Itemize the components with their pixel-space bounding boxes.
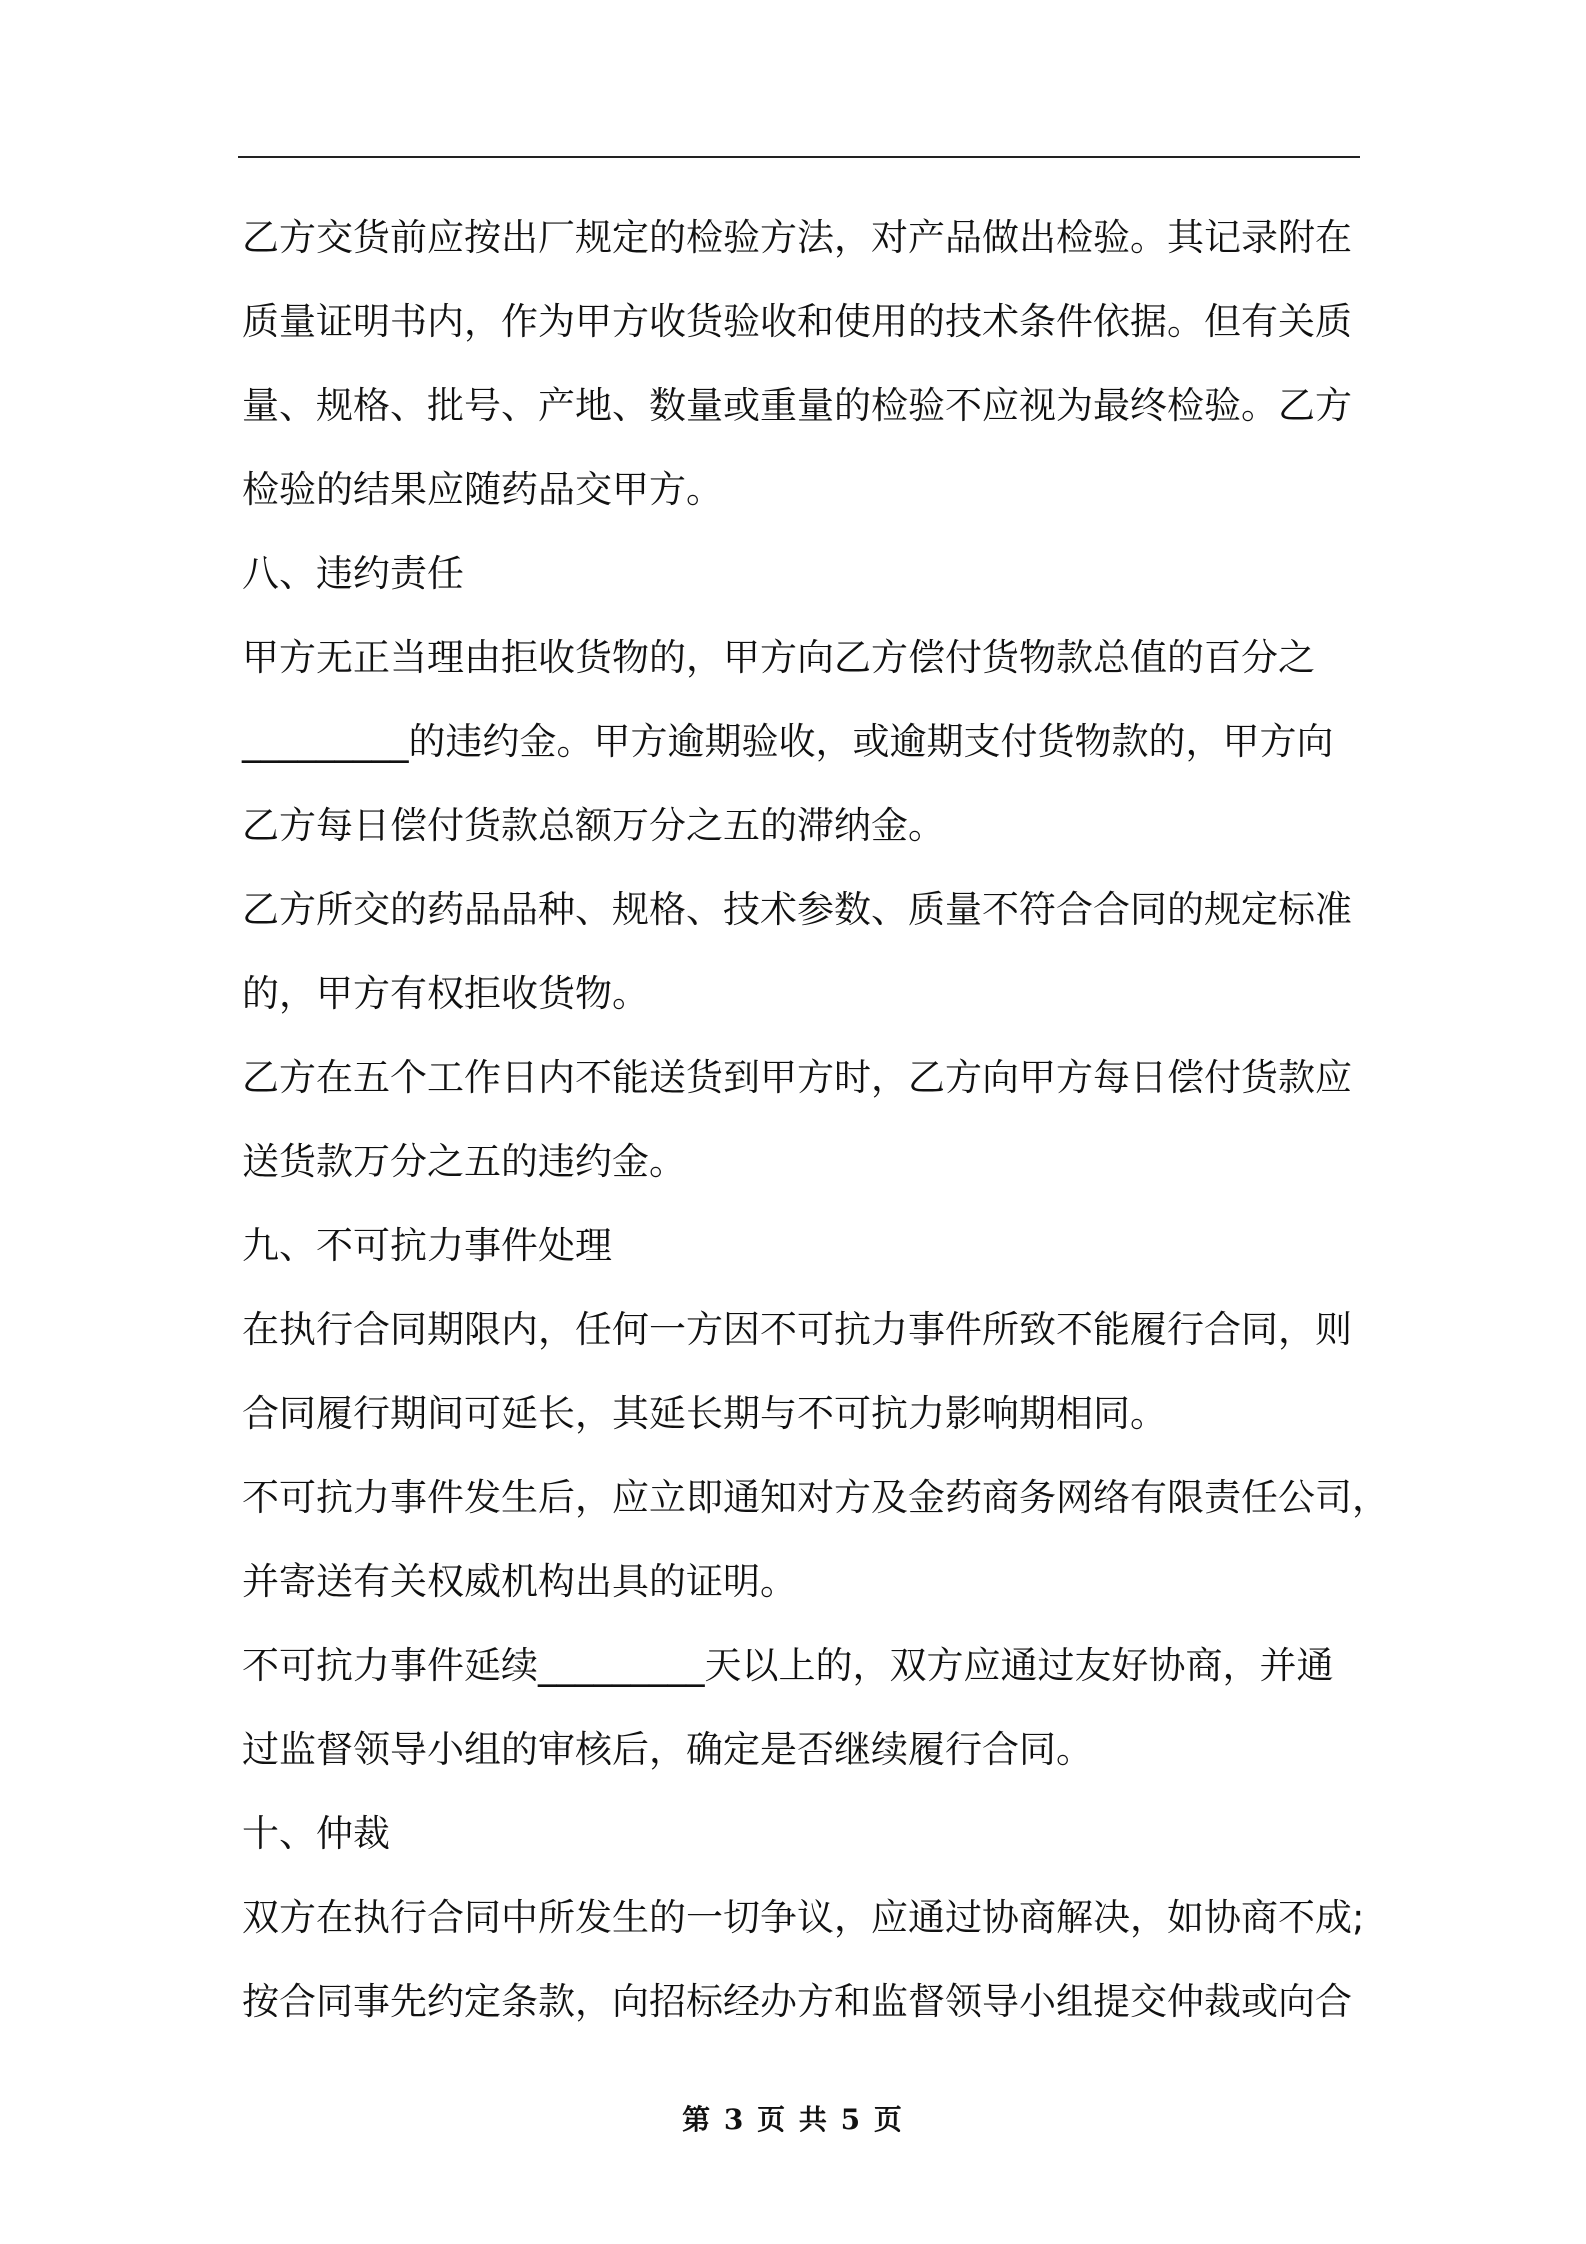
section-heading-breach: 八、违约责任: [242, 552, 464, 595]
text-line: 的，甲方有权拒收货物。: [242, 972, 649, 1015]
text-line: _________的违约金。甲方逾期验收，或逾期支付货物款的，甲方向: [242, 720, 1334, 763]
text-line: 过监督领导小组的审核后，确定是否继续履行合同。: [242, 1728, 1093, 1771]
document-body: [242, 196, 1389, 2044]
text-line: 不可抗力事件发生后，应立即通知对方及金药商务网络有限责任公司，: [242, 1476, 1389, 1519]
text-line: 按合同事先约定条款，向招标经办方和监督领导小组提交仲裁或向合: [242, 1980, 1352, 2023]
text-line: 送货款万分之五的违约金。: [242, 1140, 686, 1183]
text-line: 乙方交货前应按出厂规定的检验方法，对产品做出检验。其记录附在: [242, 216, 1352, 259]
text-line: 甲方无正当理由拒收货物的，甲方向乙方偿付货物款总值的百分之: [242, 636, 1315, 679]
text-line: 乙方每日偿付货款总额万分之五的滞纳金。: [242, 804, 945, 847]
text-line: 检验的结果应随药品交甲方。: [242, 468, 723, 511]
text-line: 乙方所交的药品品种、规格、技术参数、质量不符合合同的规定标准: [242, 888, 1352, 931]
text-line: 在执行合同期限内，任何一方因不可抗力事件所致不能履行合同，则: [242, 1308, 1352, 1351]
text-line: 双方在执行合同中所发生的一切争议，应通过协商解决，如协商不成;: [242, 1896, 1365, 1939]
text-line: 合同履行期间可延长，其延长期与不可抗力影响期相同。: [242, 1392, 1167, 1435]
section-heading-arbitration: 十、仲裁: [242, 1812, 390, 1855]
page-number: 第 3 页 共 5 页: [682, 2103, 904, 2136]
text-line: 量、规格、批号、产地、数量或重量的检验不应视为最终检验。乙方: [242, 384, 1352, 427]
section-heading-force-majeure: 九、不可抗力事件处理: [242, 1224, 612, 1267]
text-line: 乙方在五个工作日内不能送货到甲方时，乙方向甲方每日偿付货款应: [242, 1056, 1352, 1099]
text-line: 不可抗力事件延续_________天以上的，双方应通过友好协商，并通: [242, 1644, 1334, 1687]
header-rule: [238, 156, 1360, 158]
text-line: 质量证明书内，作为甲方收货验收和使用的技术条件依据。但有关质: [242, 300, 1352, 343]
text-line: 并寄送有关权威机构出具的证明。: [242, 1560, 797, 1603]
